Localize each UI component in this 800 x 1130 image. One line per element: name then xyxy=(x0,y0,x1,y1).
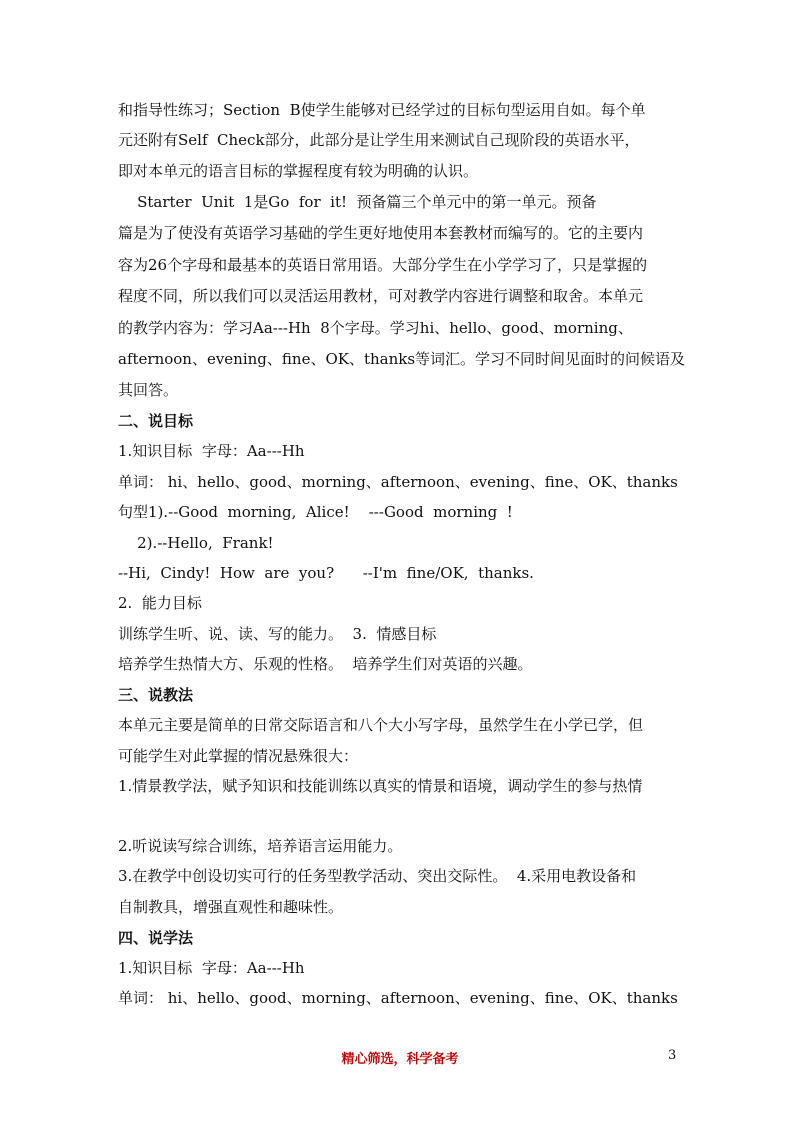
text-line: 1.知识目标 字母：Aa---Hh xyxy=(118,442,305,460)
text-line: 本单元主要是简单的日常交际语言和八个大小写字母，虽然学生在小学已学，但 xyxy=(118,716,644,734)
text-line: 的教学内容为：学习Aa---Hh 8个字母。学习hi、hello、good、morning、 xyxy=(118,319,633,337)
text-line: 2. 能力目标 xyxy=(118,594,202,612)
text-line: 培养学生热情大方、乐观的性格。 培养学生们对英语的兴趣。 xyxy=(118,655,533,673)
text-line: 1.情景教学法，赋予知识和技能训练以真实的情景和语境，调动学生的参与热情 xyxy=(118,777,643,795)
text-line: 训练学生听、说、读、写的能力。 3. 情感目标 xyxy=(118,625,437,643)
text-line: 2).--Hello, Frank! xyxy=(118,534,274,552)
text-line: afternoon、evening、fine、OK、thanks等词汇。学习不同时间见面时的问候语及 xyxy=(118,350,686,368)
section-heading: 四、说学法 xyxy=(118,929,194,947)
text-line: 句型1).--Good morning, Alice! ---Good morning ! xyxy=(118,503,513,521)
section-heading: 三、说教法 xyxy=(118,686,194,704)
text-line: 和指导性练习；Section B使学生能够对已经学过的目标句型运用自如。每个单 xyxy=(118,101,646,119)
page-number: 3 xyxy=(668,1048,677,1063)
text-line: 单词： hi、hello、good、morning、afternoon、evening、fine、OK、thanks xyxy=(118,989,678,1007)
text-line: 容为26个字母和最基本的英语日常用语。大部分学生在小学学习了，只是掌握的 xyxy=(118,256,648,274)
text-line: 单词： hi、hello、good、morning、afternoon、evening、fine、OK、thanks xyxy=(118,473,678,491)
text-line: 自制教具，增强直观性和趣味性。 xyxy=(118,898,344,916)
text-line: 元还附有Self Check部分，此部分是让学生用来测试自己现阶段的英语水平， xyxy=(118,131,640,149)
section-heading: 二、说目标 xyxy=(118,412,194,430)
text-line: Starter Unit 1是Go for it! 预备篇三个单元中的第一单元。预备 xyxy=(118,193,597,211)
text-line: --Hi, Cindy! How are you? --I'm fine/OK, thanks. xyxy=(118,564,534,582)
text-line: 篇是为了使没有英语学习基础的学生更好地使用本套教材而编写的。它的主要内 xyxy=(118,224,644,242)
footer-slogan: 精心筛选，科学备考 xyxy=(341,1052,459,1067)
text-line: 其回答。 xyxy=(118,381,179,399)
text-line: 3.在教学中创设切实可行的任务型教学活动、突出交际性。 4.采用电教设备和 xyxy=(118,867,637,885)
text-line: 1.知识目标 字母：Aa---Hh xyxy=(118,959,305,977)
text-line: 程度不同，所以我们可以灵活运用教材，可对教学内容进行调整和取舍。本单元 xyxy=(118,287,644,305)
text-line: 2.听说读写综合训练，培养语言运用能力。 xyxy=(118,837,403,855)
text-line: 可能学生对此掌握的情况悬殊很大： xyxy=(118,747,359,765)
text-line: 即对本单元的语言目标的掌握程度有较为明确的认识。 xyxy=(118,162,479,180)
